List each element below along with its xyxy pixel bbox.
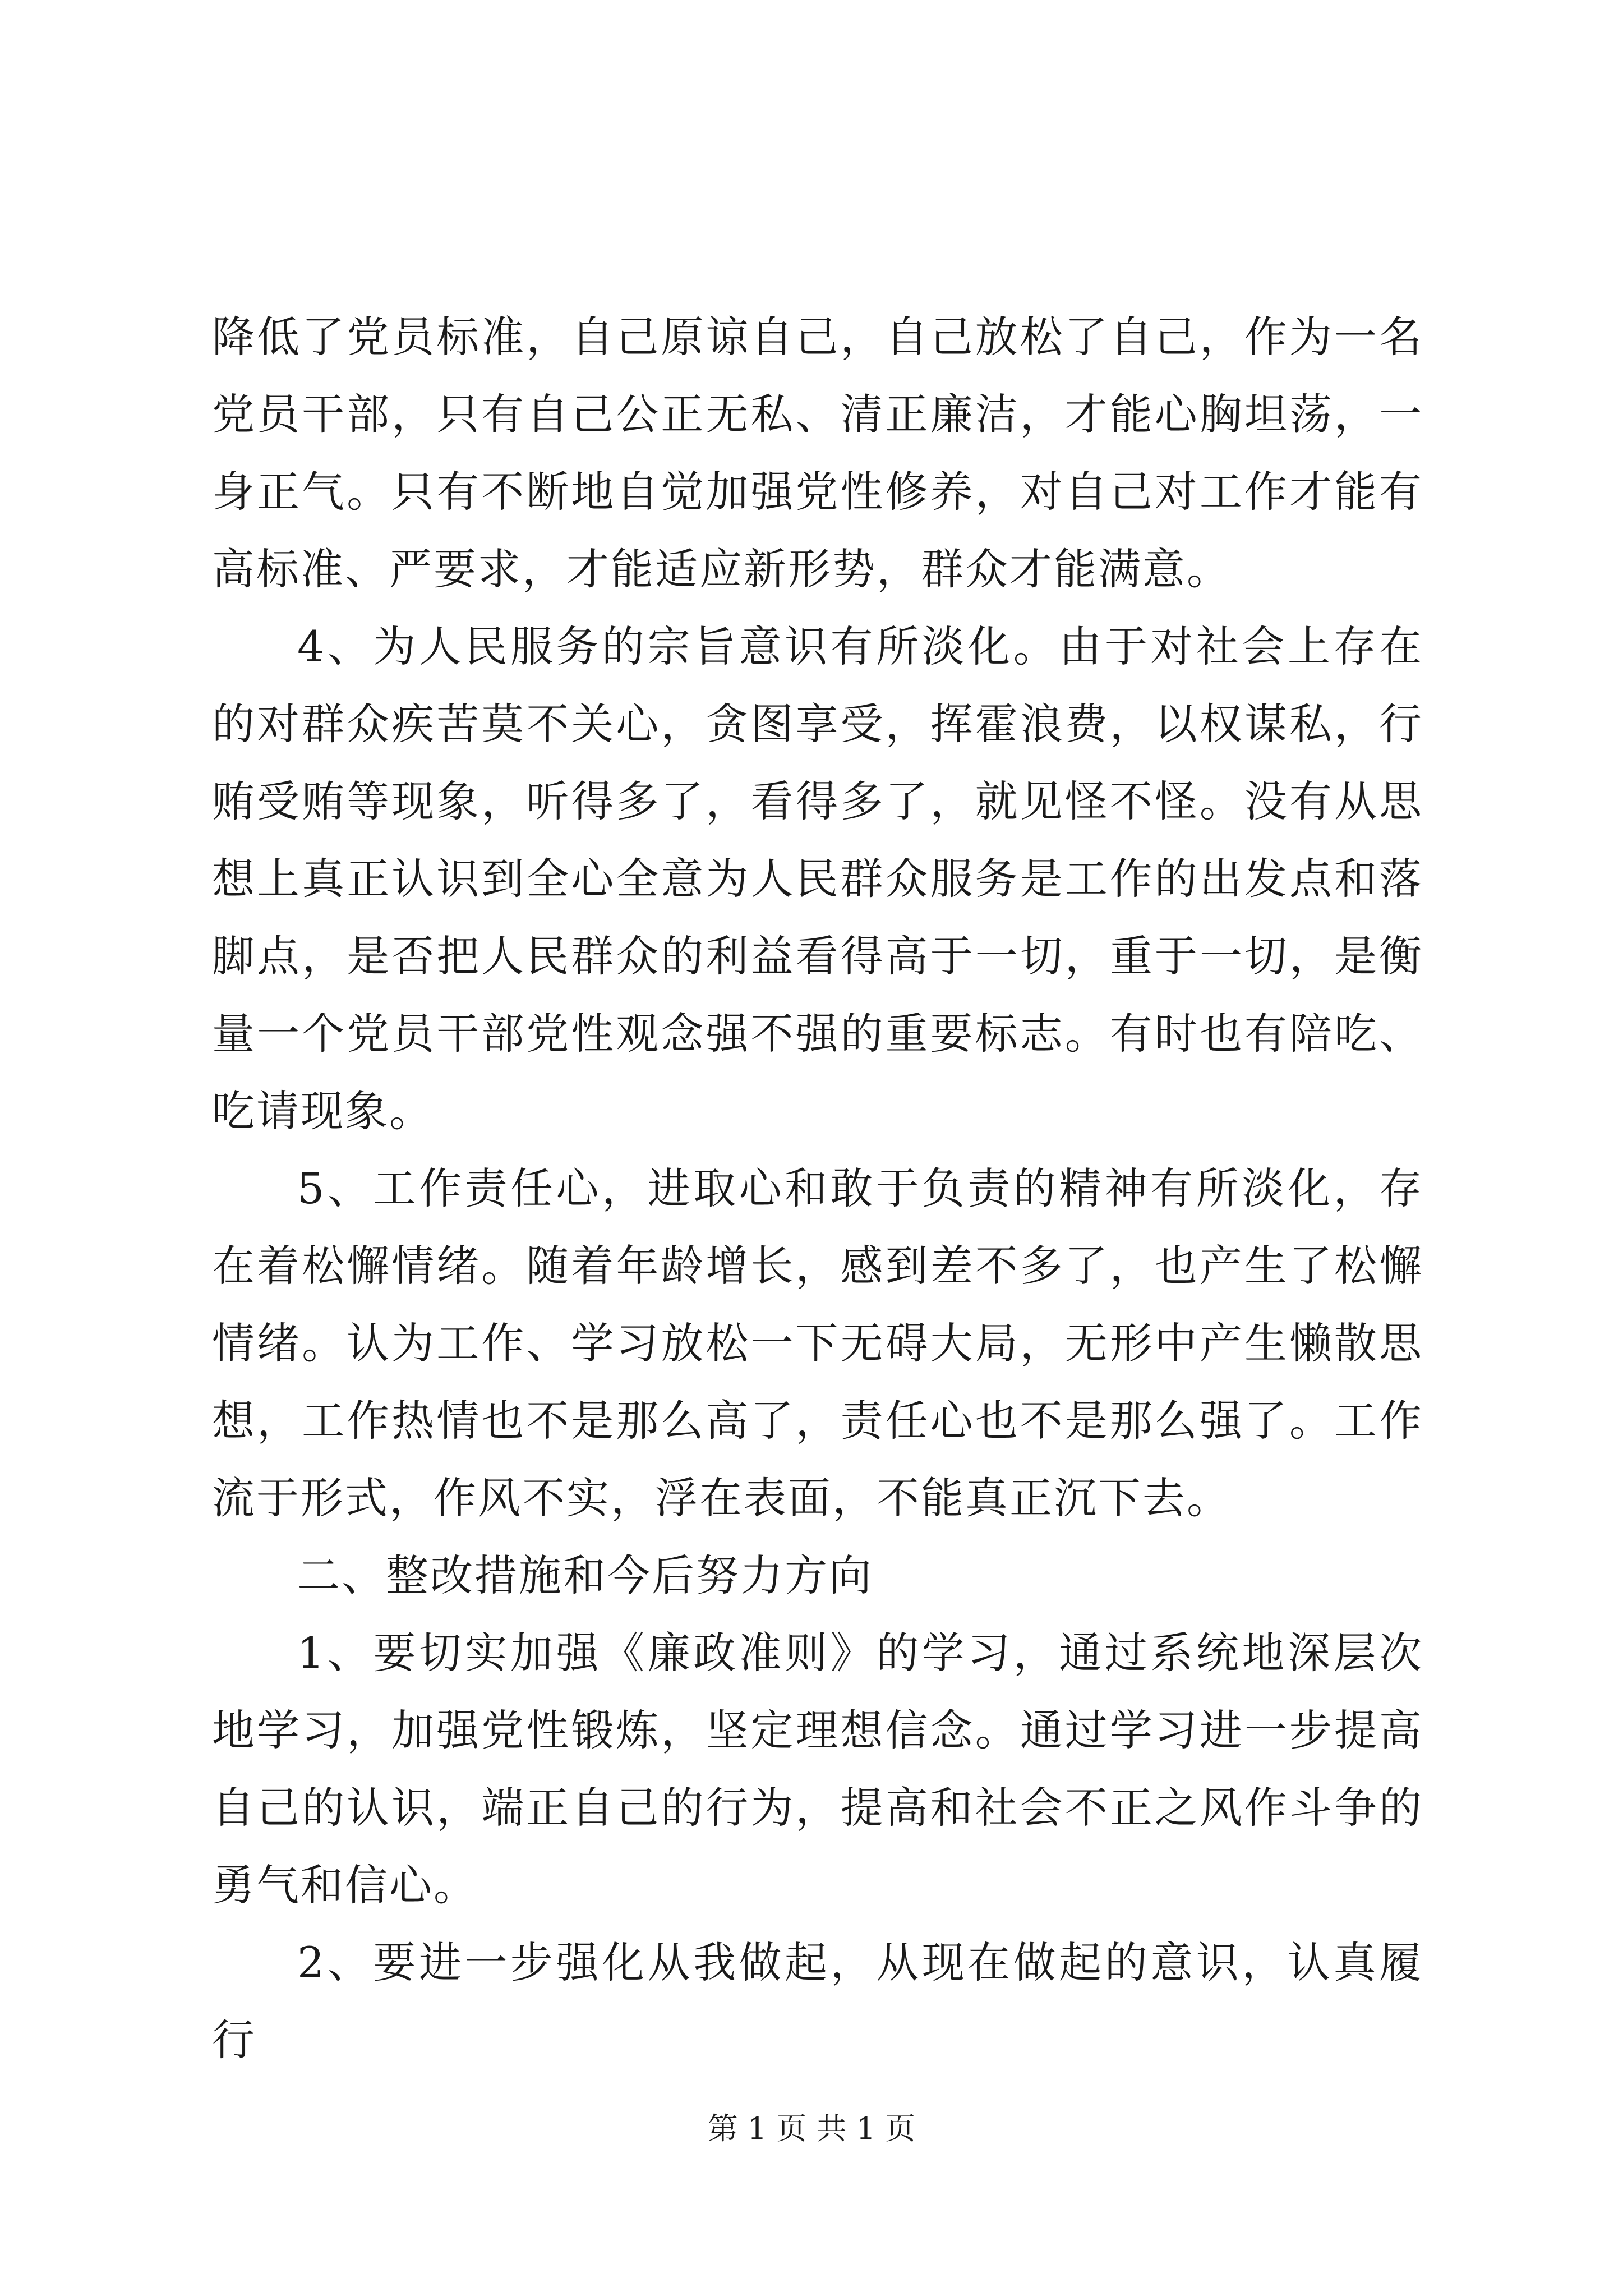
page-footer: 第 1 页 共 1 页 (707, 2111, 916, 2146)
paragraph-5: 2、要进一步强化从我做起，从现在做起的意识，认真履行 (212, 1938, 1423, 2065)
document-body (212, 298, 1423, 2079)
paragraph-2: 4、为人民服务的宗旨意识有所淡化。由于对社会上存在的对群众疾苦莫不关心，贪图享受，挥霍浪费，以权谋私，行贿受贿等现象，听得多了，看得多了，就见怪不怪。没有从思想上真正认识到全心全意为人民群众服务是工作的出发点和落脚点，是否把人民群众的利益看得高于一切，重于一切，是衡量一个党员干部党性观念强不强的重要标志。有时也有陪吃、吃请现象。 (212, 622, 1423, 1136)
paragraph-3: 5、工作责任心，进取心和敢于负责的精神有所淡化，存在着松懈情绪。随着年龄增长，感到差不多了，也产生了松懈情绪。认为工作、学习放松一下无碍大局，无形中产生懒散思想，工作热情也不是那么高了，责任心也不是那么强了。工作流于形式，作风不实，浮在表面，不能真正沉下去。 (212, 1163, 1423, 1523)
paragraph-1: 降低了党员标准，自己原谅自己，自己放松了自己，作为一名党员干部，只有自己公正无私、清正廉洁，才能心胸坦荡，一身正气。只有不断地自觉加强党性修养，对自己对工作才能有高标准、严要求，才能适应新形势，群众才能满意。 (212, 312, 1423, 594)
paragraph-4: 1、要切实加强《廉政准则》的学习，通过系统地深层次地学习，加强党性锻炼，坚定理想信念。通过学习进一步提高自己的认识，端正自己的行为，提高和社会不正之风作斗争的勇气和信心。 (212, 1628, 1423, 1910)
section-heading: 二、整改措施和今后努力方向 (297, 1550, 873, 1600)
